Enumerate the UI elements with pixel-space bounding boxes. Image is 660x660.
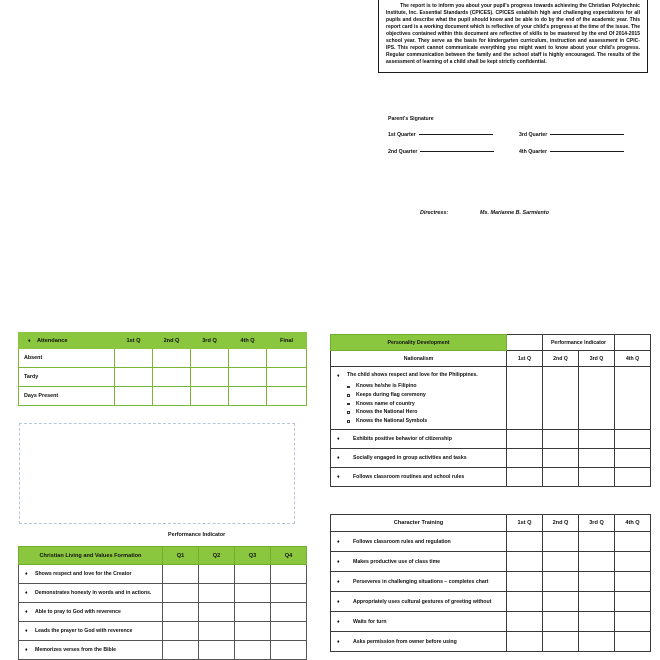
score-cell[interactable]	[615, 592, 651, 612]
attendance-cell[interactable]	[267, 349, 307, 368]
row-text: Makes productive use of class time	[353, 558, 441, 565]
ct-row-label	[331, 632, 507, 652]
diamond-bullet-icon: ♦	[337, 474, 340, 481]
score-cell[interactable]	[579, 552, 615, 572]
christian-living-row-label	[19, 641, 163, 660]
score-cell[interactable]	[507, 572, 543, 592]
christian-living-row-label	[19, 603, 163, 622]
attendance-cell[interactable]	[115, 349, 153, 368]
christian-living-row-label	[19, 584, 163, 603]
attendance-cell[interactable]	[153, 387, 191, 406]
christian-living-table	[18, 546, 307, 660]
signature-label: 1st Quarter	[388, 132, 416, 138]
intro-paragraph-text: The report is to inform you about your pupil's progress towards achieving the Christian Polytechnic Institute, Inc. Essential Standards (CPICES). CPICES establish high and challenging expectations for all pupils and describe what the pupil should know and be able to do by the end of the academic year. This report card is a working document which is reflective of your child's progress at the time of the issue. The objectives contained within this document are reflective of skills to be mastered by the end Of 2014-2015 school year. They serve as the basis for kindergarten curriculum, instruction and assessment in CPIC-IPS. This report cannot communicate everything you might want to know about your child's progress. Regular communication between the family and the school staff is highly encouraged. The results of the assessment of learning of a child shall be kept strictly confidential.	[386, 3, 640, 65]
score-cell[interactable]	[615, 532, 651, 552]
score-cell[interactable]	[199, 584, 235, 603]
personality-development-title: Personality Development	[331, 335, 507, 351]
directress-name: Ms. Marianne B. Sarmiento	[480, 210, 549, 216]
table-row	[19, 368, 307, 387]
christian-living-header-q2: Q2	[199, 547, 235, 565]
pd-row-label	[331, 449, 507, 468]
score-cell[interactable]	[199, 622, 235, 641]
christian-living-header-row	[19, 547, 307, 565]
row-text: Leads the prayer to God with reverence	[35, 628, 133, 634]
score-cell[interactable]	[615, 468, 651, 487]
row-text: Shows respect and love for the Creator	[35, 571, 132, 577]
diamond-bullet-icon: ♦	[337, 436, 340, 443]
attendance-table	[18, 332, 307, 406]
attendance-row-label: Tardy	[19, 368, 115, 387]
intro-paragraph-box	[378, 0, 648, 73]
score-cell[interactable]	[579, 449, 615, 468]
performance-indicator-caption: Performance Indicator	[168, 532, 226, 538]
signature-line-2nd-quarter	[388, 149, 519, 155]
table-row	[331, 632, 651, 652]
attendance-header-q3: 3rd Q	[191, 333, 229, 349]
directress-label: Directress:	[420, 210, 449, 216]
performance-indicator-header: Performance Indicator	[543, 335, 615, 351]
score-cell[interactable]	[579, 430, 615, 449]
character-training-header-row	[331, 515, 651, 532]
attendance-cell[interactable]	[229, 349, 267, 368]
score-cell[interactable]	[579, 572, 615, 592]
score-cell[interactable]	[163, 584, 199, 603]
diamond-bullet-icon: ♦	[337, 455, 340, 462]
score-cell[interactable]	[507, 592, 543, 612]
parent-signature-block	[388, 116, 650, 155]
attendance-cell[interactable]	[153, 368, 191, 387]
list-item: Knows the National Hero	[347, 408, 503, 417]
directress-row	[420, 210, 549, 216]
score-cell[interactable]	[507, 532, 543, 552]
signature-lines-grid	[388, 132, 650, 155]
table-row	[19, 349, 307, 368]
score-cell[interactable]	[579, 532, 615, 552]
ct-header-q3: 3rd Q	[579, 515, 615, 532]
character-training-table	[330, 514, 651, 652]
score-cell[interactable]	[615, 552, 651, 572]
row-text: Asks permission from owner before using	[353, 638, 457, 645]
signature-write-rule[interactable]	[420, 150, 494, 152]
diamond-bullet-icon: ♦	[25, 590, 28, 596]
diamond-bullet-icon: ♦	[25, 628, 28, 634]
attendance-header-row	[19, 333, 307, 349]
ct-header-q1: 1st Q	[507, 515, 543, 532]
personality-development-title-row	[331, 335, 651, 351]
table-row	[19, 603, 307, 622]
signature-write-rule[interactable]	[419, 133, 493, 135]
diamond-bullet-icon: ♦	[337, 598, 340, 605]
score-cell[interactable]	[271, 603, 307, 622]
score-cell[interactable]	[235, 603, 271, 622]
score-cell[interactable]	[543, 632, 579, 652]
row-text: Demonstrates honesty in words and in actions.	[35, 590, 152, 596]
attendance-header-q4: 4th Q	[229, 333, 267, 349]
attendance-cell[interactable]	[267, 368, 307, 387]
attendance-cell[interactable]	[153, 349, 191, 368]
score-cell[interactable]	[543, 552, 579, 572]
attendance-cell[interactable]	[229, 368, 267, 387]
score-cell[interactable]	[615, 632, 651, 652]
list-item: Knows name of country	[347, 400, 503, 409]
attendance-cell[interactable]	[267, 387, 307, 406]
score-cell[interactable]	[507, 468, 543, 487]
score-cell[interactable]	[507, 612, 543, 632]
row-text: Memorizes verses from the Bible	[35, 647, 117, 653]
diamond-bullet-icon: ♦	[337, 618, 340, 625]
score-cell[interactable]	[163, 641, 199, 660]
score-cell[interactable]	[543, 612, 579, 632]
table-row	[331, 592, 651, 612]
score-cell[interactable]	[579, 468, 615, 487]
pd-header-q3: 3rd Q	[579, 351, 615, 367]
row-text: Follows classroom rules and regulation	[353, 538, 451, 545]
nationalism-main-item-cell	[331, 367, 507, 430]
christian-living-header-q1: Q1	[163, 547, 199, 565]
parent-signature-title: Parent's Signature	[388, 116, 434, 122]
character-training-title: Character Training	[331, 515, 507, 532]
pd-header-q1: 1st Q	[507, 351, 543, 367]
table-row	[331, 552, 651, 572]
ct-row-label	[331, 552, 507, 572]
score-cell[interactable]	[199, 603, 235, 622]
diamond-bullet-icon: ♦	[28, 337, 31, 344]
list-item: Keeps during flag ceremony	[347, 391, 503, 400]
attendance-header-final: Final	[267, 333, 307, 349]
pd-header-q2: 2nd Q	[543, 351, 579, 367]
attendance-header-label	[19, 333, 115, 349]
signature-write-rule[interactable]	[550, 150, 624, 152]
nationalism-subheader: Nationalism	[331, 351, 507, 367]
attendance-cell[interactable]	[115, 387, 153, 406]
score-cell[interactable]	[543, 532, 579, 552]
diamond-bullet-icon: ♦	[25, 609, 28, 615]
row-text: Perseveres in challenging situations – completes chart	[353, 578, 489, 585]
diamond-bullet-icon: ♦	[337, 638, 340, 645]
diamond-bullet-icon: ♦	[25, 571, 28, 577]
empty-dashed-placeholder-box[interactable]	[19, 423, 295, 524]
table-row	[19, 622, 307, 641]
score-cell[interactable]	[543, 430, 579, 449]
table-row	[331, 572, 651, 592]
row-text: Appropriately uses cultural gestures of greeting without	[353, 598, 492, 605]
row-text: Exhibits positive behavior of citizenship	[353, 436, 452, 443]
diamond-bullet-icon: ♦	[337, 373, 340, 379]
score-cell[interactable]	[543, 449, 579, 468]
pd-row-label	[331, 468, 507, 487]
score-cell[interactable]	[507, 552, 543, 572]
score-cell[interactable]	[543, 468, 579, 487]
attendance-row-label: Days Present	[19, 387, 115, 406]
score-cell[interactable]	[615, 367, 651, 430]
row-text: Waits for turn	[353, 618, 387, 625]
attendance-header-q1: 1st Q	[115, 333, 153, 349]
score-cell[interactable]	[507, 367, 543, 430]
christian-living-header-q3: Q3	[235, 547, 271, 565]
score-cell[interactable]	[235, 565, 271, 584]
pd-row-label	[331, 430, 507, 449]
row-text: Able to pray to God with reverence	[35, 609, 121, 615]
christian-living-header-q4: Q4	[271, 547, 307, 565]
table-row	[331, 468, 651, 487]
score-cell[interactable]	[271, 641, 307, 660]
attendance-row-label: Absent	[19, 349, 115, 368]
signature-line-1st-quarter	[388, 132, 519, 138]
score-cell[interactable]	[199, 641, 235, 660]
personality-development-table	[330, 334, 651, 487]
ct-row-label	[331, 532, 507, 552]
score-cell[interactable]	[543, 572, 579, 592]
score-cell[interactable]	[507, 632, 543, 652]
pd-header-q4: 4th Q	[615, 351, 651, 367]
table-row	[331, 612, 651, 632]
table-row	[19, 584, 307, 603]
list-item: Knows the National Symbols	[347, 417, 503, 426]
score-cell[interactable]	[163, 565, 199, 584]
list-item: Knows he/she is Filipino	[347, 382, 503, 391]
christian-living-header-title: Christian Living and Values Formation	[19, 547, 163, 565]
score-cell[interactable]	[615, 572, 651, 592]
ct-row-label	[331, 572, 507, 592]
signature-line-3rd-quarter	[519, 132, 650, 138]
row-text: Follows classroom routines and school rules	[353, 474, 465, 481]
score-cell[interactable]	[615, 449, 651, 468]
score-cell[interactable]	[543, 367, 579, 430]
spacer-cell	[507, 335, 543, 351]
score-cell[interactable]	[579, 632, 615, 652]
score-cell[interactable]	[163, 603, 199, 622]
score-cell[interactable]	[271, 565, 307, 584]
attendance-cell[interactable]	[191, 368, 229, 387]
nationalism-main-item: The child shows respect and love for the Philippines.	[347, 372, 478, 378]
ct-header-q2: 2nd Q	[543, 515, 579, 532]
signature-write-rule[interactable]	[550, 133, 624, 135]
score-cell[interactable]	[615, 612, 651, 632]
signature-label: 2nd Quarter	[388, 149, 418, 155]
score-cell[interactable]	[271, 584, 307, 603]
score-cell[interactable]	[235, 584, 271, 603]
table-row	[19, 565, 307, 584]
nationalism-sub-items	[347, 382, 503, 425]
diamond-bullet-icon: ♦	[25, 647, 28, 653]
signature-label: 4th Quarter	[519, 149, 547, 155]
score-cell[interactable]	[579, 612, 615, 632]
attendance-header-q2: 2nd Q	[153, 333, 191, 349]
ct-row-label	[331, 612, 507, 632]
attendance-header-title: Attendance	[37, 337, 68, 344]
table-row	[331, 449, 651, 468]
score-cell[interactable]	[579, 592, 615, 612]
spacer-cell	[615, 335, 651, 351]
row-text: Socially engaged in group activities and tasks	[353, 455, 467, 462]
attendance-cell[interactable]	[191, 387, 229, 406]
table-row	[19, 387, 307, 406]
table-row	[19, 641, 307, 660]
score-cell[interactable]	[163, 622, 199, 641]
ct-row-label	[331, 592, 507, 612]
attendance-cell[interactable]	[115, 368, 153, 387]
score-cell[interactable]	[199, 565, 235, 584]
attendance-cell[interactable]	[191, 349, 229, 368]
christian-living-row-label	[19, 622, 163, 641]
diamond-bullet-icon: ♦	[337, 538, 340, 545]
table-row	[331, 430, 651, 449]
score-cell[interactable]	[579, 367, 615, 430]
score-cell[interactable]	[271, 622, 307, 641]
christian-living-row-label	[19, 565, 163, 584]
signature-line-4th-quarter	[519, 149, 650, 155]
score-cell[interactable]	[235, 622, 271, 641]
attendance-cell[interactable]	[229, 387, 267, 406]
diamond-bullet-icon: ♦	[337, 578, 340, 585]
table-row	[331, 367, 651, 430]
signature-label: 3rd Quarter	[519, 132, 548, 138]
ct-header-q4: 4th Q	[615, 515, 651, 532]
table-row	[331, 532, 651, 552]
diamond-bullet-icon: ♦	[337, 558, 340, 565]
score-cell[interactable]	[507, 430, 543, 449]
score-cell[interactable]	[507, 449, 543, 468]
score-cell[interactable]	[543, 592, 579, 612]
personality-development-subheader-row	[331, 351, 651, 367]
score-cell[interactable]	[235, 641, 271, 660]
score-cell[interactable]	[615, 430, 651, 449]
